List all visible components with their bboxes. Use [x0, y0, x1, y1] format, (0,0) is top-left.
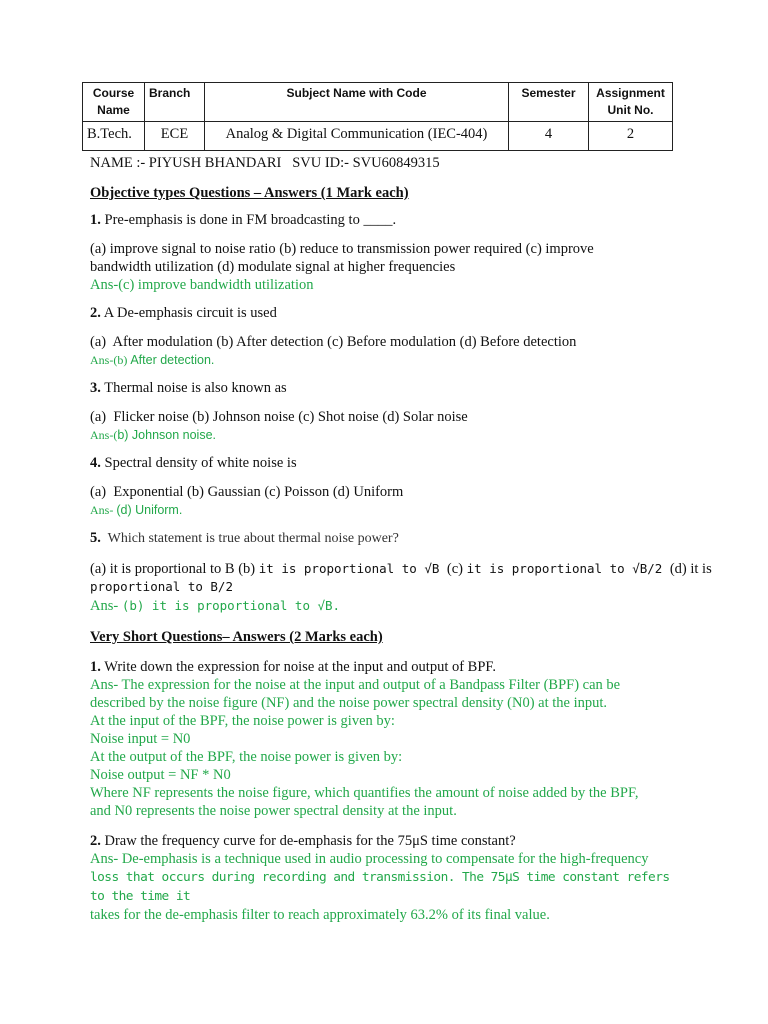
answer-line: Ans- De-emphasis is a technique used in audio processing to compensate for the high-frequency — [90, 851, 649, 867]
header-semester: Semester — [509, 83, 589, 122]
very-short-answer-1 — [90, 676, 672, 820]
objective-section-title: Objective types Questions – Answers (1 Mark each) — [90, 185, 409, 201]
table-header-row — [83, 83, 673, 122]
objective-question-4 — [90, 454, 672, 472]
cell-course-name: B.Tech. — [83, 122, 145, 151]
answer-prefix: Ans-(b) — [90, 353, 131, 367]
answer-line: and N0 represents the noise power spectral density at the input. — [90, 803, 457, 819]
question-text: A De-emphasis circuit is used — [100, 305, 277, 321]
option-b-label: (b) — [238, 561, 259, 577]
objective-answer-5 — [90, 597, 672, 615]
question-text: Draw the frequency curve for de-emphasis for the 75μS time constant? — [100, 833, 516, 849]
option-c-label: (c) — [446, 561, 467, 577]
question-number: 1. — [90, 212, 101, 228]
objective-answer-1: Ans-(c) improve bandwidth utilization — [90, 277, 314, 293]
answer-line: At the output of the BPF, the noise power is given by: — [90, 749, 403, 765]
cell-assignment-unit: 2 — [589, 122, 673, 151]
answer-prefix: Ans-( — [90, 428, 118, 442]
options-line: proportional to B/2 — [90, 579, 233, 594]
question-number: 2. — [90, 305, 101, 321]
table-row — [83, 122, 673, 151]
very-short-section-title: Very Short Questions– Answers (2 Marks each) — [90, 629, 383, 645]
objective-answer-4 — [90, 501, 672, 519]
answer-line: Noise input = N0 — [90, 731, 191, 747]
objective-question-3-options: (a) Flicker noise (b) Johnson noise (c) Shot noise (d) Solar noise — [90, 409, 468, 425]
option-c-text: it is proportional to √B/2 — [466, 561, 670, 576]
header-subject: Subject Name with Code — [205, 83, 509, 122]
question-text: Which statement is true about thermal noise power? — [100, 531, 399, 546]
objective-answer-2 — [90, 351, 672, 369]
objective-question-1-options — [90, 240, 672, 276]
options-line — [90, 560, 712, 578]
answer-line: At the input of the BPF, the noise power is given by: — [90, 713, 395, 729]
question-number: 4. — [90, 455, 101, 471]
objective-question-4-options: (a) Exponential (b) Gaussian (c) Poisson (d) Uniform — [90, 484, 404, 500]
answer-line: Where NF represents the noise figure, which quantifies the amount of noise added by the BPF, — [90, 785, 639, 801]
question-number: 1. — [90, 659, 101, 675]
option-a: (a) it is proportional to B — [90, 561, 239, 577]
options-line: (a) improve signal to noise ratio (b) reduce to transmission power required (c) improve — [90, 241, 594, 257]
objective-question-2 — [90, 304, 672, 322]
question-text: Thermal noise is also known as — [100, 380, 287, 396]
options-line: bandwidth utilization (d) modulate signal at higher frequencies — [90, 259, 456, 275]
very-short-question-1 — [90, 658, 672, 676]
answer-line: described by the noise figure (NF) and the noise power spectral density (N0) at the input. — [90, 695, 608, 711]
document-page — [87, 82, 712, 924]
objective-question-2-options: (a) After modulation (b) After detection (c) Before modulation (d) Before detection — [90, 334, 577, 350]
option-b-text: it is proportional to √B — [258, 561, 447, 576]
question-number: 2. — [90, 833, 101, 849]
cell-subject: Analog & Digital Communication (IEC-404) — [205, 122, 509, 151]
answer-line: Noise output = NF * N0 — [90, 767, 231, 783]
answer-text: (d) Uniform. — [116, 503, 183, 517]
objective-question-5 — [90, 529, 672, 548]
cell-branch: ECE — [145, 122, 205, 151]
answer-line: loss that occurs during recording and transmission. The 75μS time constant refers to the time it — [90, 870, 670, 904]
answer-prefix: Ans- — [90, 598, 122, 614]
answer-line: Ans- The expression for the noise at the input and output of a Bandpass Filter (BPF) can be — [90, 677, 621, 693]
question-text: Pre-emphasis is done in FM broadcasting to ____. — [100, 212, 397, 228]
answer-text: (b) it is proportional to √B. — [121, 598, 341, 613]
answer-text: After detection. — [130, 353, 215, 367]
answer-text: b) Johnson noise. — [117, 428, 217, 442]
assignment-info-table — [82, 82, 673, 151]
header-branch: Branch — [145, 83, 205, 122]
objective-question-1 — [90, 211, 672, 229]
question-text: Spectral density of white noise is — [100, 455, 297, 471]
cell-semester: 4 — [509, 122, 589, 151]
very-short-answer-2 — [90, 850, 672, 924]
answer-line: takes for the de-emphasis filter to reach approximately 63.2% of its final value. — [90, 907, 550, 923]
objective-question-3 — [90, 379, 672, 397]
very-short-question-2 — [90, 832, 672, 850]
objective-answer-3 — [90, 426, 672, 444]
question-number: 5. — [90, 530, 101, 546]
header-assignment-unit: Assignment Unit No. — [589, 83, 673, 122]
objective-question-5-options — [90, 560, 712, 596]
header-course-name: Course Name — [83, 83, 145, 122]
option-d-label: (d) it is — [669, 561, 712, 577]
student-name-line: NAME :- PIYUSH BHANDARI SVU ID:- SVU60849315 — [90, 155, 440, 171]
question-number: 3. — [90, 380, 101, 396]
question-text: Write down the expression for noise at the input and output of BPF. — [100, 659, 496, 675]
answer-prefix: Ans- — [90, 503, 117, 517]
